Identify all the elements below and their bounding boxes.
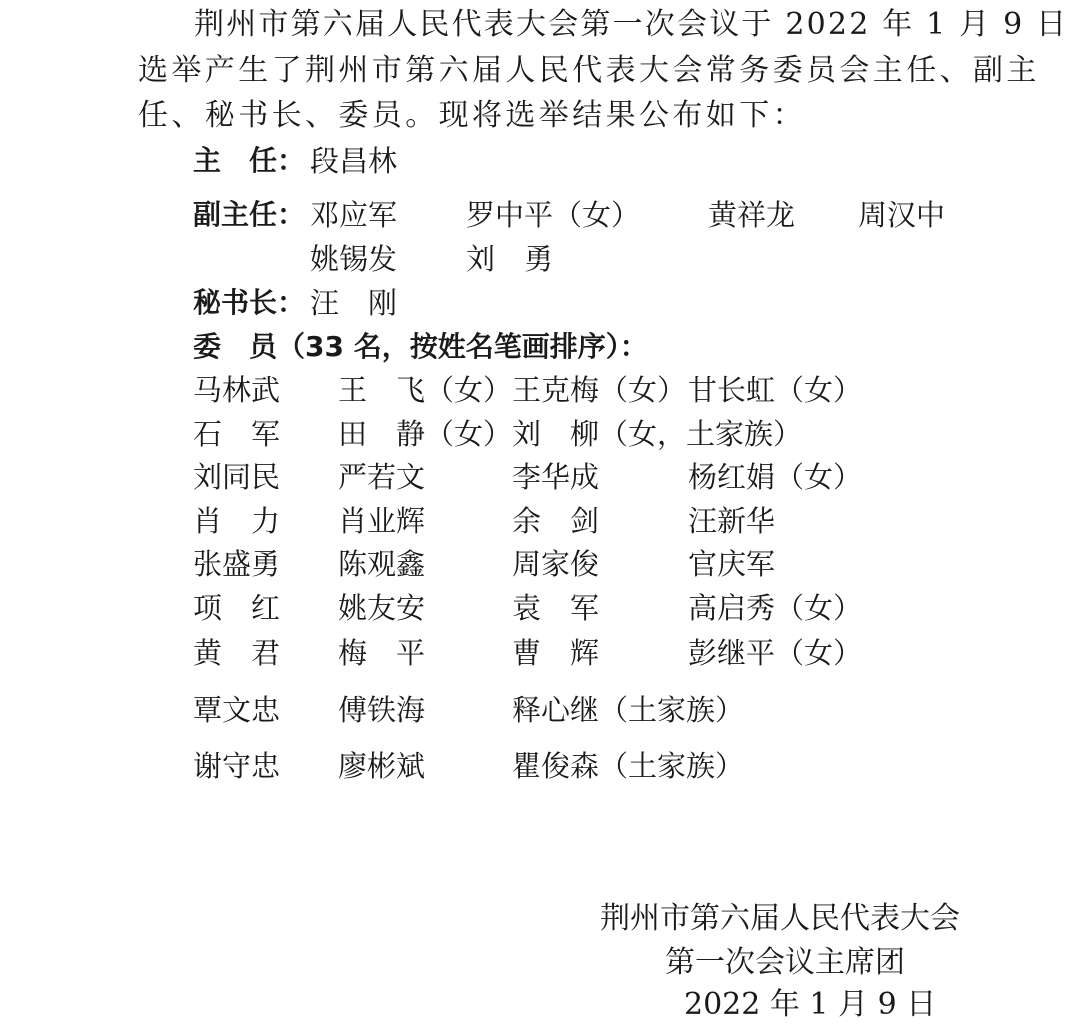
member-name: 袁 军 [512,591,600,625]
member-name: 石 军 [193,417,281,451]
member-name: 廖彬斌 [338,749,426,783]
member-name: 刘 柳（女，土家族） [512,417,803,451]
deputy-name: 周汉中 [858,198,946,232]
member-name: 谢守忠 [193,749,281,783]
member-name: 李华成 [512,460,600,494]
director-name: 段昌林 [310,144,398,178]
director-label: 主 任： [193,144,306,177]
deputy-name: 姚锡发 [310,242,398,276]
intro-line-3: 任、秘书长、委员。现将选举结果公布如下： [138,98,806,133]
member-name: 杨红娟（女） [688,460,863,494]
member-name: 汪新华 [688,504,776,538]
deputy-name: 刘 勇 [466,242,554,276]
intro-line-1: 荆州市第六届人民代表大会第一次会议于 2022 年 1 月 9 日 [194,7,1069,42]
member-name: 刘同民 [193,460,281,494]
deputy-name: 黄祥龙 [708,198,796,232]
member-name: 释心继（土家族） [512,693,745,727]
secretary-label: 秘书长： [193,286,306,319]
member-name: 彭继平（女） [688,636,863,670]
member-name: 马林武 [193,373,281,407]
member-name: 梅 平 [338,636,426,670]
member-name: 覃文忠 [193,693,281,727]
members-label: 委 员（33 名，按姓名笔画排序）： [193,330,648,363]
signature-org-line-1: 荆州市第六届人民代表大会 [600,901,960,936]
member-name: 王 飞（女） [338,373,513,407]
intro-line-2: 选举产生了荆州市第六届人民代表大会常务委员会主任、副主 [138,53,1040,88]
signature-date: 2022 年 1 月 9 日 [684,987,937,1022]
member-name: 项 红 [193,591,281,625]
deputy-name: 邓应军 [310,198,398,232]
member-name: 曹 辉 [512,636,600,670]
member-name: 余 剑 [512,504,600,538]
member-name: 肖 力 [193,504,281,538]
member-name: 严若文 [338,460,426,494]
member-name: 甘长虹（女） [688,373,863,407]
member-name: 官庆军 [688,547,776,581]
member-name: 周家俊 [512,547,600,581]
member-name: 张盛勇 [193,547,281,581]
signature-org-line-2: 第一次会议主席团 [665,945,905,980]
deputy-label: 副主任： [193,198,306,231]
member-name: 姚友安 [338,591,426,625]
deputy-name: 罗中平（女） [466,198,641,232]
member-name: 高启秀（女） [688,591,863,625]
member-name: 瞿俊森（土家族） [512,749,745,783]
member-name: 肖业辉 [338,504,426,538]
member-name: 田 静（女） [338,417,513,451]
member-name: 黄 君 [193,636,281,670]
member-name: 傅铁海 [338,693,426,727]
member-name: 陈观鑫 [338,547,426,581]
member-name: 王克梅（女） [512,373,687,407]
secretary-name: 汪 刚 [310,286,398,320]
